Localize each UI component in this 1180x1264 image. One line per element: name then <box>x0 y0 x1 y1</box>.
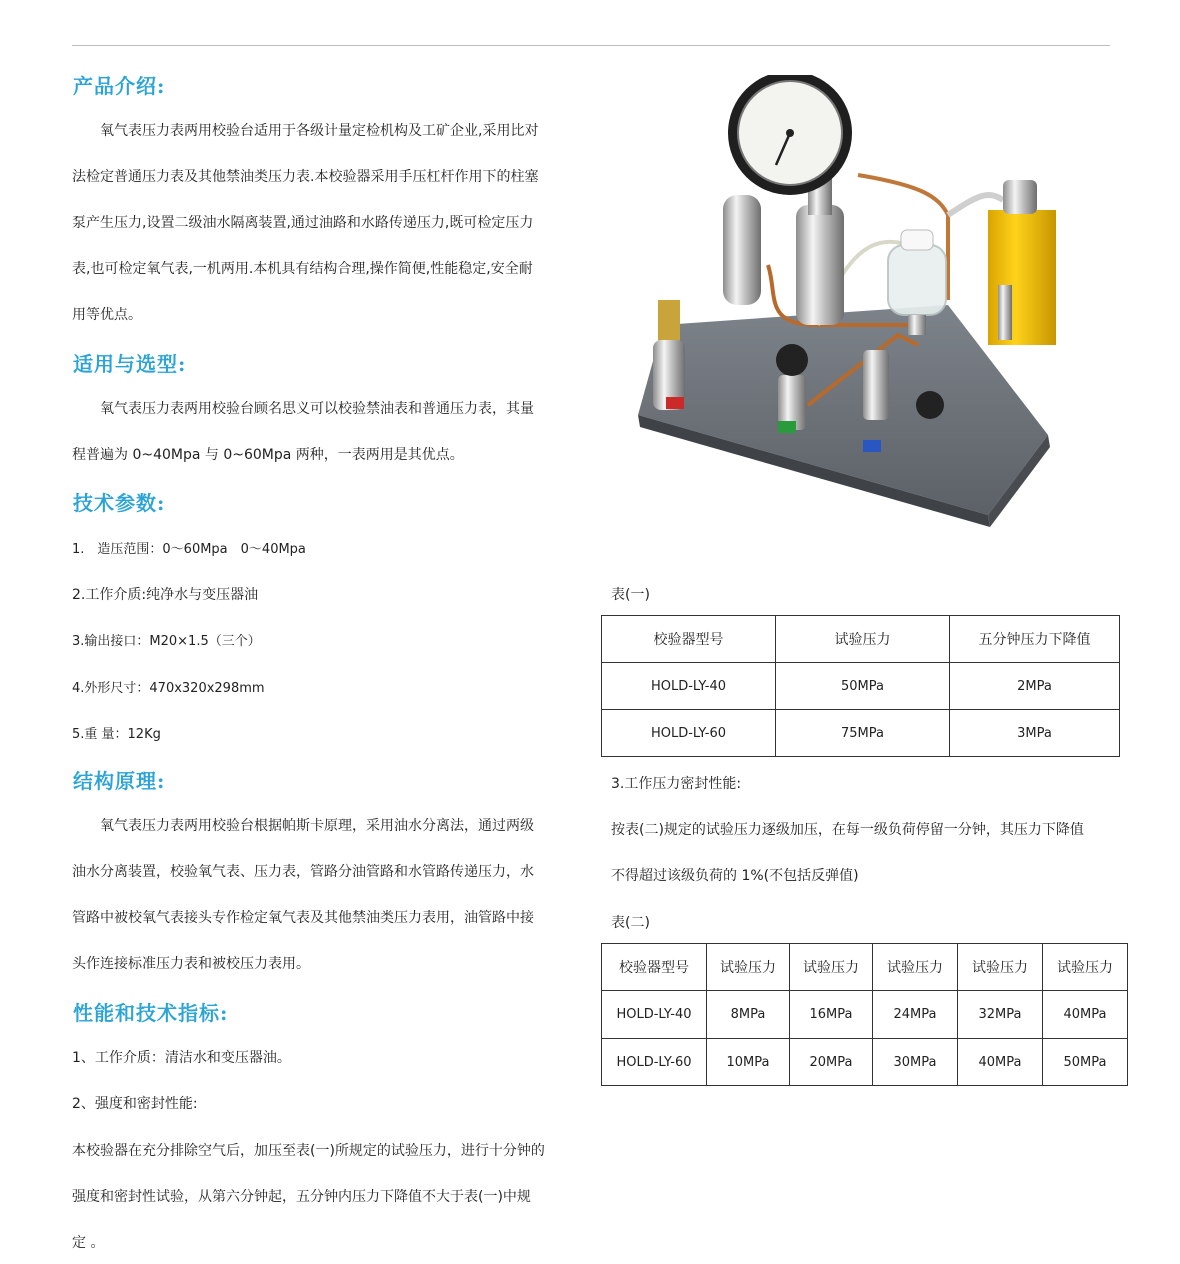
structure-line-1: 氧气表压力表两用校验台根据帕斯卡原理，采用油水分离法，通过两级 <box>72 818 534 834</box>
usage-line-1: 氧气表压力表两用校验台顾名思义可以校验禁油表和普通压力表，其量 <box>72 401 534 417</box>
table2 <box>601 943 1128 1086</box>
table-cell: 50MPa <box>1043 1039 1128 1086</box>
table-cell: 8MPa <box>707 991 790 1039</box>
table2-header-cell: 试验压力 <box>958 944 1043 991</box>
table-cell: 32MPa <box>958 991 1043 1039</box>
structure-line-4: 头作连接标准压力表和被校压力表用。 <box>72 956 310 972</box>
table-cell: 3MPa <box>950 710 1120 757</box>
table2-header-cell: 试验压力 <box>1043 944 1128 991</box>
table-cell: 10MPa <box>707 1039 790 1086</box>
intro-line-2: 法检定普通压力表及其他禁油类压力表.本校验器采用手压杠杆作用下的柱塞 <box>72 169 539 185</box>
sealing-line-1: 按表(二)规定的试验压力逐级加压，在每一级负荷停留一分钟，其压力下降值 <box>611 822 1084 838</box>
table-cell: 50MPa <box>776 663 950 710</box>
table-cell: HOLD-LY-40 <box>602 663 776 710</box>
param-item-2: 2.工作介质:纯净水与变压器油 <box>72 587 259 603</box>
table-row <box>602 991 1128 1039</box>
table-cell: HOLD-LY-60 <box>602 710 776 757</box>
table1-header-cell: 校验器型号 <box>602 616 776 663</box>
sealing-title: 3.工作压力密封性能: <box>611 776 742 792</box>
heading-structure: 结构原理: <box>73 769 166 793</box>
heading-intro: 产品介绍: <box>73 74 166 98</box>
table2-header-cell: 试验压力 <box>873 944 958 991</box>
performance-line-3: 本校验器在充分排除空气后，加压至表(一)所规定的试验压力，进行十分钟的 <box>72 1143 545 1159</box>
intro-line-1: 氧气表压力表两用校验台适用于各级计量定检机构及工矿企业,采用比对 <box>72 123 539 139</box>
table-cell: HOLD-LY-60 <box>602 1039 707 1086</box>
param-item-5: 5.重 量：12Kg <box>72 727 161 742</box>
table1-header-cell: 五分钟压力下降值 <box>950 616 1120 663</box>
param-item-3: 3.输出接口：M20×1.5（三个） <box>72 634 261 649</box>
table-cell: 24MPa <box>873 991 958 1039</box>
table-cell: 30MPa <box>873 1039 958 1086</box>
heading-performance: 性能和技术指标: <box>73 1001 229 1025</box>
table-row <box>602 663 1120 710</box>
table-cell: 2MPa <box>950 663 1120 710</box>
intro-line-4: 表,也可检定氧气表,一机两用.本机具有结构合理,操作简便,性能稳定,安全耐 <box>72 261 533 277</box>
structure-line-3: 管路中被校氧气表接头专作检定氧气表及其他禁油类压力表用，油管路中接 <box>72 910 534 926</box>
performance-line-1: 1、工作介质：清洁水和变压器油。 <box>72 1050 291 1066</box>
table1-caption: 表(一) <box>611 587 650 603</box>
table-cell: 20MPa <box>790 1039 873 1086</box>
oxygen-pressure-gauge-calibrator-photo <box>618 75 1078 530</box>
structure-line-2: 油水分离装置，校验氧气表、压力表，管路分油管路和水管路传递压力，水 <box>72 864 534 880</box>
table1-header-row <box>602 616 1120 663</box>
table1-header-cell: 试验压力 <box>776 616 950 663</box>
heading-params: 技术参数: <box>73 491 166 515</box>
heading-usage: 适用与选型: <box>73 352 187 376</box>
table-cell: 40MPa <box>958 1039 1043 1086</box>
table-cell: HOLD-LY-40 <box>602 991 707 1039</box>
table-cell: 75MPa <box>776 710 950 757</box>
table2-header-row <box>602 944 1128 991</box>
top-divider <box>72 45 1110 46</box>
table2-header-cell: 试验压力 <box>790 944 873 991</box>
performance-line-4: 强度和密封性试验，从第六分钟起，五分钟内压力下降值不大于表(一)中规 <box>72 1189 531 1205</box>
intro-line-3: 泵产生压力,设置二级油水隔离装置,通过油路和水路传递压力,既可检定压力 <box>72 215 534 231</box>
usage-line-2: 程普遍为 0~40Mpa 与 0~60Mpa 两种，一表两用是其优点。 <box>72 447 464 463</box>
table1 <box>601 615 1120 757</box>
table-row <box>602 1039 1128 1086</box>
table2-header-cell: 校验器型号 <box>602 944 707 991</box>
table-row <box>602 710 1120 757</box>
table-cell: 16MPa <box>790 991 873 1039</box>
param-item-1: 1. 造压范围：0～60Mpa 0～40Mpa <box>72 542 306 557</box>
intro-line-5: 用等优点。 <box>72 307 142 323</box>
sealing-line-2: 不得超过该级负荷的 1%(不包括反弹值) <box>611 868 859 884</box>
table2-caption: 表(二) <box>611 915 650 931</box>
param-item-4: 4.外形尺寸：470x320x298mm <box>72 681 265 696</box>
performance-line-2: 2、强度和密封性能: <box>72 1096 198 1112</box>
performance-line-5: 定 。 <box>72 1235 105 1251</box>
table2-header-cell: 试验压力 <box>707 944 790 991</box>
table-cell: 40MPa <box>1043 991 1128 1039</box>
